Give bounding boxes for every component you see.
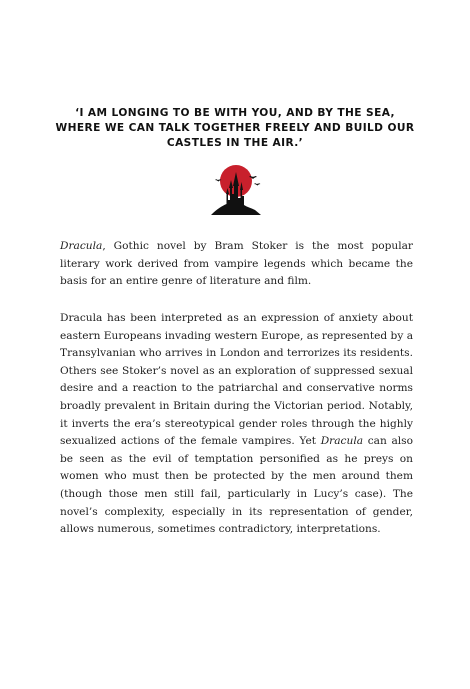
paragraph-intro xyxy=(60,238,413,291)
book-title: Dracula xyxy=(320,435,364,448)
quote-line-3: CASTLES IN THE AIR.’ xyxy=(166,137,304,149)
bat-icon xyxy=(254,183,260,185)
paragraph-interpretation-text-2: can also be seen as the evil of temptation personified as he preys on women who must then be protected by the men around them (though those men still fail, particularly in Lucy’s case). The novel’s complexity, especially in its representation of gender, allows numerous, sometimes contradictory, interpretations. xyxy=(60,435,413,536)
paragraph-interpretation-text-1: Dracula has been interpreted as an expression of anxiety about eastern Europeans invading western Europe, as represented by a Transylvanian who arrives in London and terrorizes its residents. Others see Stoker’s novel as an exploration of suppressed sexual desire and a reaction to the patriarchal and conservative norms broadly prevalent in Britain during the Victorian period. Notably, it inverts the era’s stereotypical gender roles through the highly sexualized actions of the female vampires. Yet xyxy=(60,312,414,448)
castle-moon-bats-icon xyxy=(209,160,263,216)
book-title: Dracula xyxy=(60,240,103,252)
paragraph-interpretation xyxy=(60,310,413,539)
quote-line-2: WHERE WE CAN TALK TOGETHER FREELY AND BUILD OUR xyxy=(55,122,415,134)
paragraph-intro-text: , Gothic novel by Bram Stoker is the most popular literary work derived from vampire legends which became the basis for an entire genre of literature and film. xyxy=(60,240,413,288)
quote-line-1: ‘I AM LONGING TO BE WITH YOU, AND BY THE SEA, xyxy=(75,107,395,119)
epigraph-quote xyxy=(40,106,430,151)
